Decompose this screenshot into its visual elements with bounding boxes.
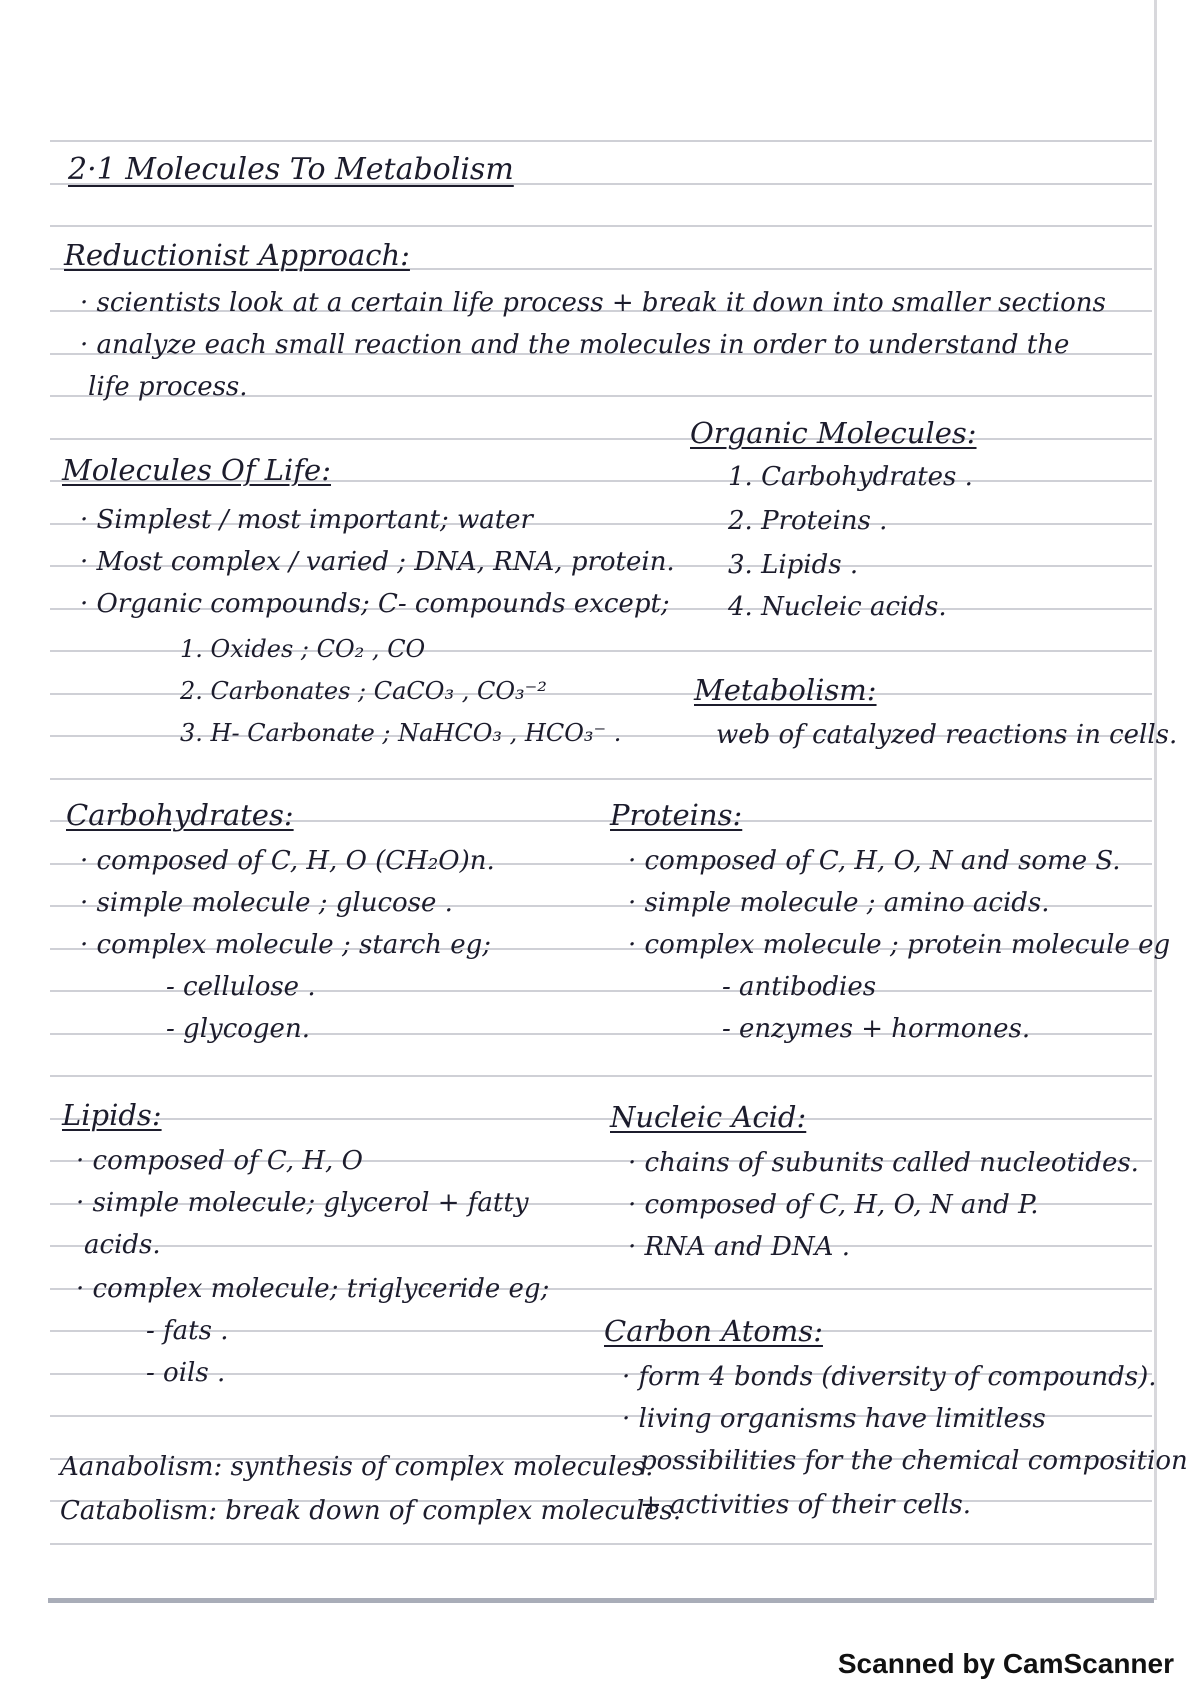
proteins-line: · simple molecule ; amino acids. [628, 888, 1050, 918]
carbohydrates-line: · simple molecule ; glucose . [80, 888, 453, 918]
proteins-line: · composed of C, H, O, N and some S. [628, 846, 1121, 876]
lipids-line: · composed of C, H, O [76, 1146, 363, 1176]
ruled-line [50, 1543, 1152, 1545]
carbon-atoms-line: · living organisms have limitless [622, 1404, 1046, 1434]
lipids-heading: Lipids: [62, 1098, 162, 1132]
nucleic-acid-line: · RNA and DNA . [628, 1232, 850, 1262]
reductionist-line: · analyze each small reaction and the molecules in order to understand the [80, 330, 1070, 360]
lipids-line: - oils . [146, 1358, 226, 1388]
lipids-line: - fats . [146, 1316, 229, 1346]
proteins-line: · complex molecule ; protein molecule eg [628, 930, 1171, 960]
molecules-of-life-line: · Most complex / varied ; DNA, RNA, protein. [80, 547, 675, 577]
organic-molecule-item: 2. Proteins . [728, 506, 888, 536]
carbohydrates-line: · complex molecule ; starch eg; [80, 930, 492, 960]
ruled-line [50, 1118, 1152, 1120]
nucleic-acid-heading: Nucleic Acid: [610, 1100, 807, 1134]
molecules-of-life-heading: Molecules Of Life: [62, 453, 331, 487]
organic-molecule-item: 1. Carbohydrates . [728, 462, 973, 492]
ruled-line [50, 1245, 1152, 1247]
exception-item: 3. H- Carbonate ; NaHCO₃ , HCO₃⁻ . [180, 719, 622, 747]
carbohydrates-line: · composed of C, H, O (CH₂O)n. [80, 846, 495, 876]
exception-item: 2. Carbonates ; CaCO₃ , CO₃⁻² [180, 677, 547, 705]
reductionist-line: · scientists look at a certain life process + break it down into smaller sections [80, 288, 1106, 318]
metabolism-line: web of catalyzed reactions in cells. [716, 720, 1178, 750]
carbohydrates-line: - glycogen. [166, 1014, 310, 1044]
molecules-of-life-line: · Organic compounds; C- compounds except; [80, 589, 670, 619]
catabolism-line: Catabolism: break down of complex molecules. [60, 1496, 682, 1526]
ruled-line [50, 140, 1152, 142]
ruled-line [50, 225, 1152, 227]
carbohydrates-line: - cellulose . [166, 972, 316, 1002]
camscanner-watermark: Scanned by CamScanner [837, 1648, 1174, 1679]
ruled-line [50, 778, 1152, 780]
proteins-heading: Proteins: [610, 798, 743, 832]
lipids-line: acids. [84, 1230, 161, 1260]
nucleic-acid-line: · composed of C, H, O, N and P. [628, 1190, 1039, 1220]
molecules-of-life-line: · Simplest / most important; water [80, 505, 533, 535]
anabolism-line: Aanabolism: synthesis of complex molecules. [60, 1452, 654, 1482]
lipids-line: · complex molecule; triglyceride eg; [76, 1274, 550, 1304]
carbon-atoms-line: possibilities for the chemical composition [640, 1446, 1188, 1476]
organic-molecule-item: 4. Nucleic acids. [728, 592, 947, 622]
carbon-atoms-line: · form 4 bonds (diversity of compounds). [622, 1362, 1157, 1392]
nucleic-acid-line: · chains of subunits called nucleotides. [628, 1148, 1139, 1178]
carbon-atoms-line: + activities of their cells. [640, 1490, 971, 1520]
carbon-atoms-heading: Carbon Atoms: [604, 1314, 823, 1348]
reductionist-heading: Reductionist Approach: [64, 238, 410, 272]
organic-molecule-item: 3. Lipids . [728, 550, 859, 580]
organic-molecules-heading: Organic Molecules: [690, 416, 977, 450]
proteins-line: - antibodies [722, 972, 877, 1002]
proteins-line: - enzymes + hormones. [722, 1014, 1031, 1044]
page-title: 2·1 Molecules To Metabolism [68, 152, 514, 187]
exception-item: 1. Oxides ; CO₂ , CO [180, 635, 426, 663]
reductionist-line: life process. [88, 372, 248, 402]
lipids-line: · simple molecule; glycerol + fatty [76, 1188, 529, 1218]
ruled-line [50, 1075, 1152, 1077]
ruled-line [50, 438, 1152, 440]
carbohydrates-heading: Carbohydrates: [66, 798, 294, 832]
page-bottom-edge [48, 1598, 1154, 1603]
metabolism-heading: Metabolism: [694, 673, 877, 707]
